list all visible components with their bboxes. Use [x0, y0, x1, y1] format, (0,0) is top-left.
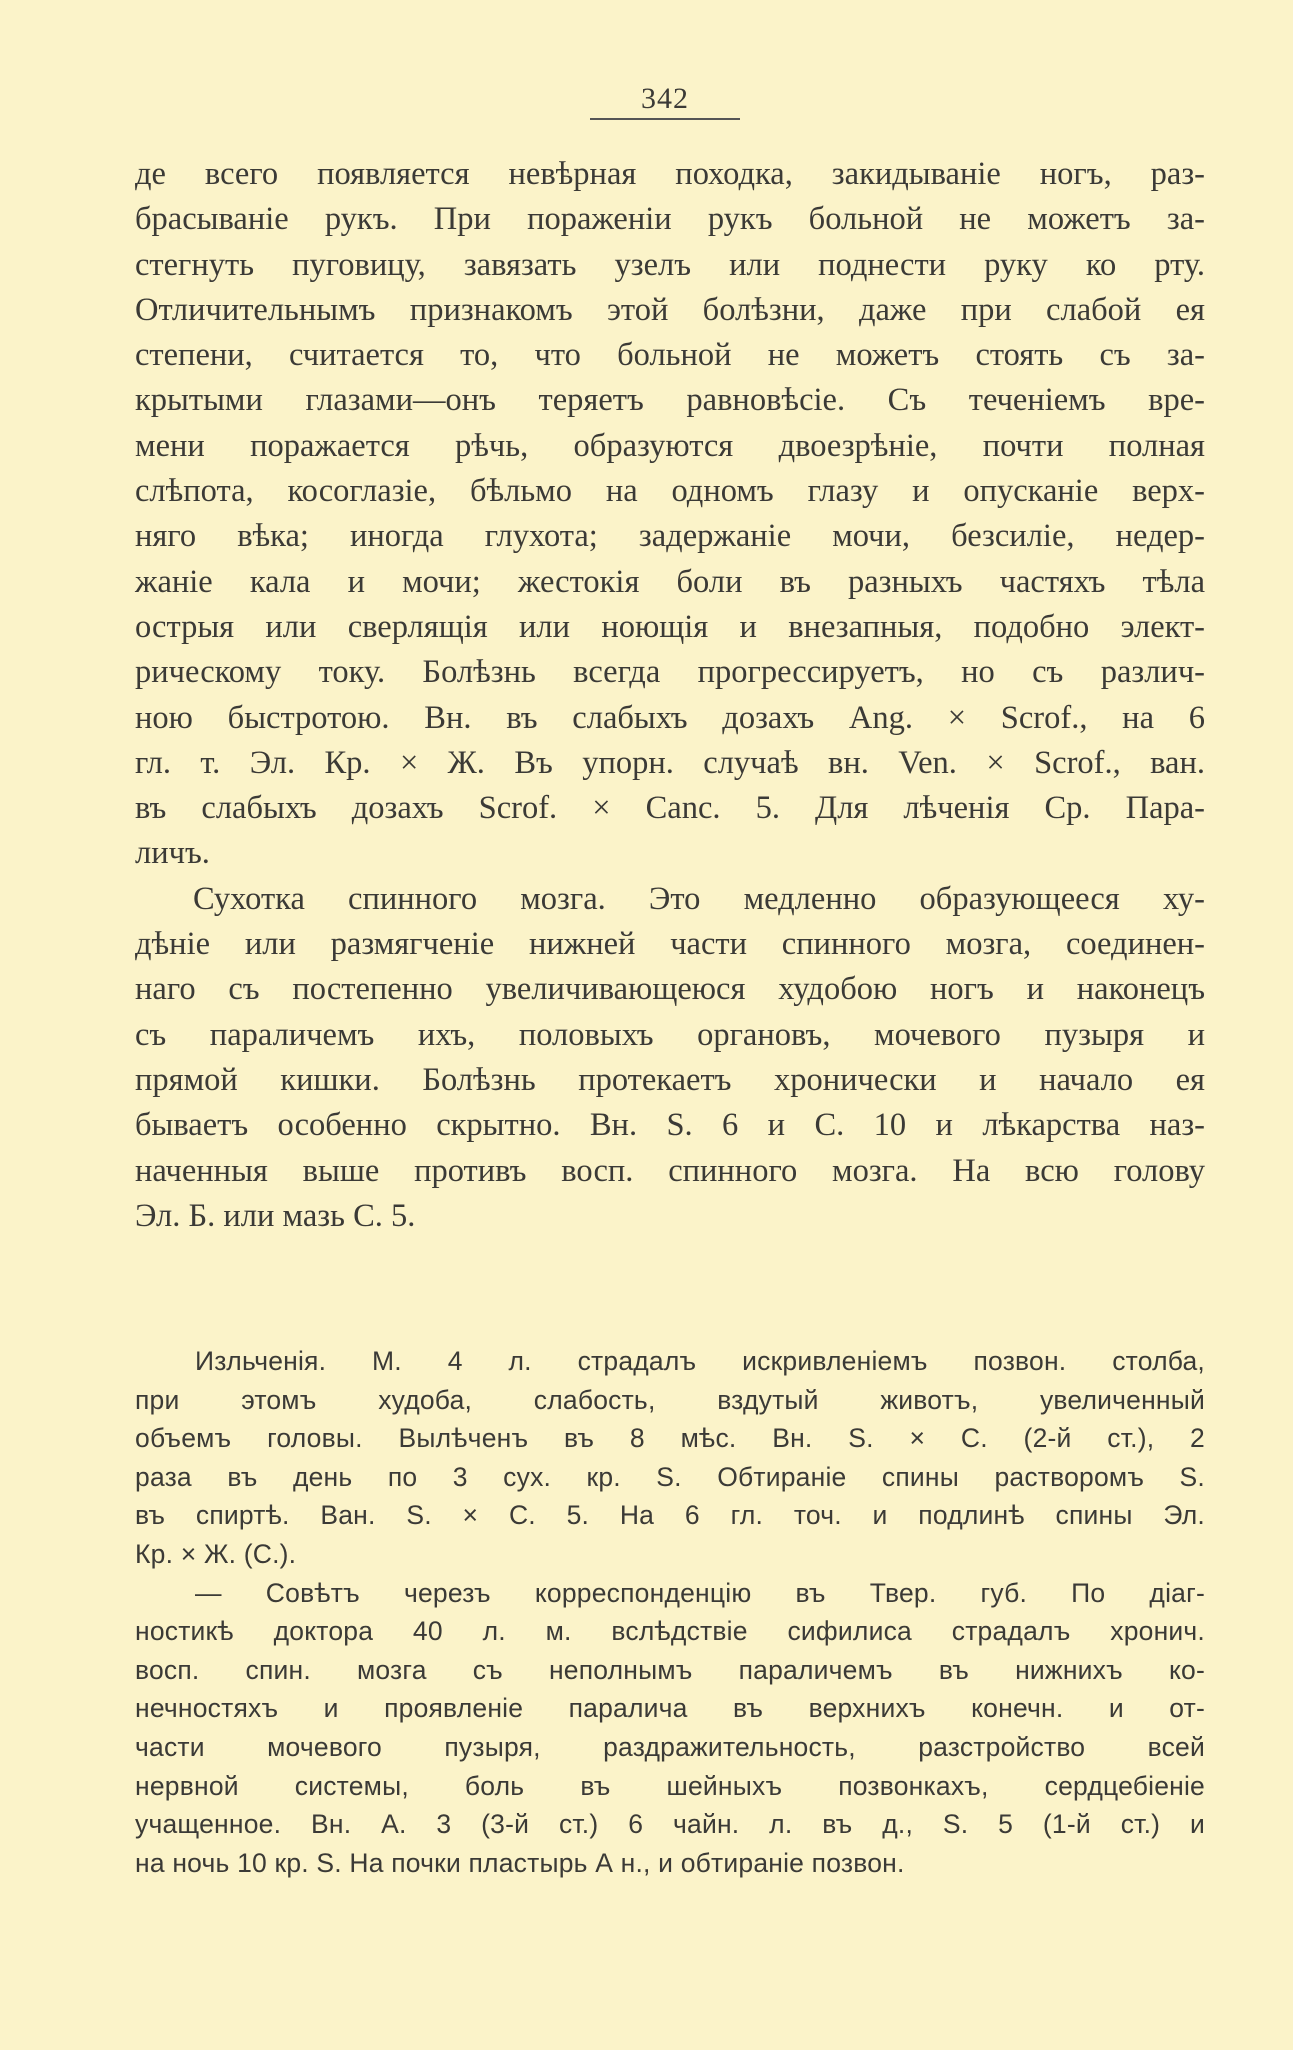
text-line: наго съ постепенно увеличивающеюся худобою ногъ и наконецъ	[135, 971, 1205, 1008]
text-line: мени поражается рѣчь, образуются двоезрѣніе, почти полная	[135, 427, 1205, 464]
note-line: объемъ головы. Вылѣченъ въ 8 мѣс. Вн. S. × С. (2-й ст.), 2	[135, 1423, 1205, 1454]
text-line: Эл. Б. или мазь С. 5.	[135, 1197, 416, 1234]
text-line: дѣніе или размягченіе нижней части спинного мозга, соединен-	[135, 926, 1205, 963]
text-line: жаніе кала и мочи; жестокія боли въ разныхъ частяхъ тѣла	[135, 563, 1205, 600]
case-notes	[135, 1342, 1205, 1882]
note-line: учащенное. Вн. А. 3 (3-й ст.) 6 чайн. л. въ д., S. 5 (1-й ст.) и	[135, 1809, 1205, 1840]
text-line: острыя или сверлящія или ноющія и внезапныя, подобно элект-	[135, 608, 1205, 645]
text-line: степени, считается то, что больной не можетъ стоять съ за-	[135, 337, 1205, 374]
page-number-rule	[590, 118, 740, 120]
text-line: стегнуть пуговицу, завязать узелъ или поднести руку ко рту.	[135, 246, 1205, 283]
text-line: ною быстротою. Вн. въ слабыхъ дозахъ Ang. × Scrof., на 6	[135, 699, 1205, 736]
note-line: Кр. × Ж. (С.).	[135, 1538, 297, 1569]
note-line: восп. спин. мозга съ неполнымъ параличемъ въ нижнихъ ко-	[135, 1654, 1205, 1685]
note-line: при этомъ худоба, слабость, вздутый животъ, увеличенный	[135, 1384, 1205, 1415]
text-line: личъ.	[135, 835, 210, 872]
text-line: гл. т. Эл. Кр. × Ж. Въ упорн. случаѣ вн. Ven. × Scrof., ван.	[135, 744, 1205, 781]
note-line: Изльченія. М. 4 л. страдалъ искривленіемъ позвон. столба,	[195, 1346, 1205, 1376]
text-line: слѣпота, косоглазіе, бѣльмо на одномъ глазу и опусканіе верх-	[135, 473, 1205, 510]
text-line: няго вѣка; иногда глухота; задержаніе мочи, безсиліе, недер-	[135, 518, 1205, 555]
note-line: нечностяхъ и проявленіе паралича въ верхнихъ конечн. и от-	[135, 1693, 1205, 1724]
text-line: съ параличемъ ихъ, половыхъ органовъ, мочевого пузыря и	[135, 1016, 1205, 1053]
text-line: рическому току. Болѣзнь всегда прогрессируетъ, но съ различ-	[135, 654, 1205, 691]
note-line: — Совѣтъ черезъ корреспонденцію въ Твер. губ. По діаг-	[195, 1577, 1205, 1608]
text-line: въ слабыхъ дозахъ Scrof. × Canc. 5. Для лѣченія Ср. Пара-	[135, 790, 1205, 827]
note-line: ностикѣ доктора 40 л. м. вслѣдствіе сифилиса страдалъ хронич.	[135, 1616, 1205, 1647]
text-line: прямой кишки. Болѣзнь протекаетъ хронически и начало ея	[135, 1061, 1205, 1098]
note-line: раза въ день по 3 сух. кр. S. Обтираніе спины растворомъ S.	[135, 1461, 1205, 1492]
text-line: крытыми глазами—онъ теряетъ равновѣсіе. Съ теченіемъ вре-	[135, 382, 1205, 419]
section-heading-line: Сухотка спинного мозга. Это медленно образующееся ху-	[193, 880, 1205, 917]
text-line: бываетъ особенно скрытно. Вн. S. 6 и С. 10 и лѣкарства наз-	[135, 1107, 1205, 1144]
text-line: Отличительнымъ признакомъ этой болѣзни, даже при слабой ея	[135, 291, 1205, 328]
text-line: наченныя выше противъ восп. спинного мозга. На всю голову	[135, 1152, 1205, 1189]
main-text	[135, 152, 1205, 1239]
text-line: брасываніе рукъ. При пораженіи рукъ больной не можетъ за-	[135, 201, 1205, 238]
note-line: на ночь 10 кр. S. На почки пластырь А н., и обтираніе позвон.	[135, 1847, 905, 1878]
text-line: де всего появляется невѣрная походка, закидываніе ногъ, раз-	[135, 156, 1205, 192]
page-number: 342	[641, 82, 689, 115]
note-line: нервной системы, боль въ шейныхъ позвонкахъ, сердцебіеніе	[135, 1770, 1205, 1801]
note-line: въ спиртѣ. Ван. S. × С. 5. На 6 гл. точ. и подлинѣ спины Эл.	[135, 1500, 1205, 1531]
note-line: части мочевого пузыря, раздражительность, разстройство всей	[135, 1731, 1205, 1762]
